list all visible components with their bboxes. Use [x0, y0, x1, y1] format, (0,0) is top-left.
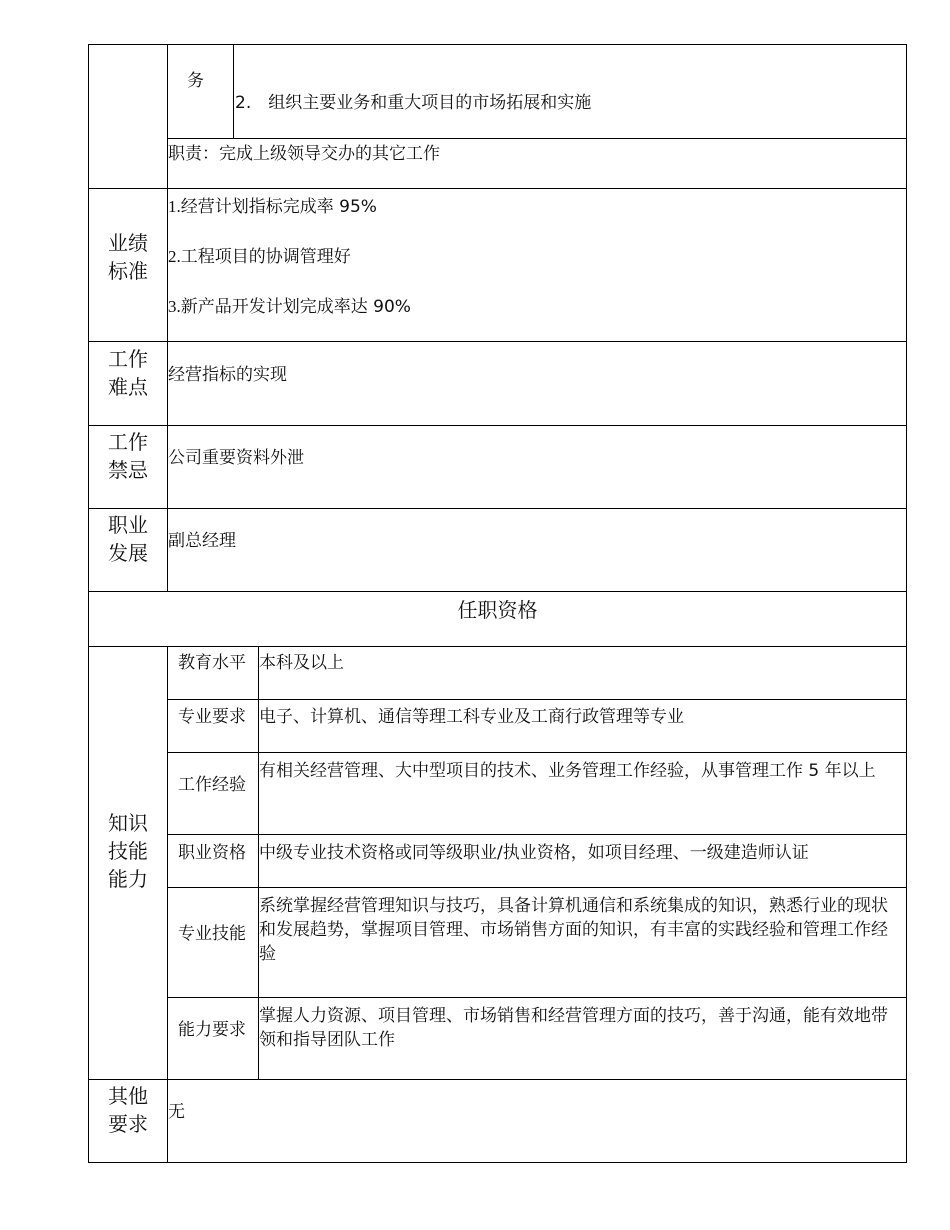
- qualification-title: 任职资格: [457, 598, 538, 622]
- grid-line: [88, 188, 907, 189]
- ksa-label: [89, 809, 167, 893]
- performance-item: [168, 196, 377, 218]
- qualification-row-value: 掌握人力资源、项目管理、市场销售和经营管理方面的技巧，善于沟通，能有效地带领和指导团队工作: [259, 1006, 888, 1050]
- ksa-label-line1: 知识: [108, 811, 148, 835]
- difficulty-label-line2: 难点: [108, 375, 148, 399]
- grid-line: [88, 341, 907, 342]
- grid-line: [167, 699, 907, 700]
- performance-item-text: 经营计划指标完成率 95%: [180, 197, 377, 217]
- career-value: 副总经理: [168, 531, 236, 551]
- grid-line: [167, 138, 907, 139]
- career-label-line2: 发展: [108, 541, 148, 565]
- grid-line: [88, 646, 907, 647]
- qualification-row-label: 教育水平: [178, 653, 246, 673]
- performance-item: [168, 246, 351, 268]
- performance-item-number: 3.: [168, 297, 181, 316]
- performance-label-line2: 标准: [108, 259, 148, 283]
- other-duty-text: 职责：完成上级领导交办的其它工作: [168, 144, 440, 164]
- grid-line: [88, 591, 907, 592]
- qualification-row-label: 职业资格: [178, 843, 246, 863]
- performance-item-text: 工程项目的协调管理好: [180, 247, 351, 267]
- ksa-label-line3: 能力: [108, 867, 148, 891]
- taboo-label-line2: 禁忌: [108, 458, 148, 482]
- other-label: [89, 1082, 167, 1138]
- grid-line: [906, 44, 907, 1163]
- other-label-line2: 要求: [108, 1112, 148, 1136]
- taboo-value: 公司重要资料外泄: [168, 448, 304, 468]
- task-label: 务: [187, 71, 204, 91]
- grid-line: [167, 752, 907, 753]
- other-label-line1: 其他: [108, 1084, 148, 1108]
- grid-line: [233, 44, 234, 139]
- grid-line: [88, 44, 907, 45]
- task-item-2: 2. 组织主要业务和重大项目的市场拓展和实施: [235, 93, 592, 113]
- qualification-row-label: 专业要求: [178, 707, 246, 727]
- performance-item-number: 1.: [168, 197, 181, 216]
- difficulty-label-line1: 工作: [108, 347, 148, 371]
- taboo-label-line1: 工作: [108, 430, 148, 454]
- grid-line: [88, 1079, 907, 1080]
- difficulty-label: [89, 345, 167, 401]
- ksa-label-line2: 技能: [108, 839, 148, 863]
- performance-label-line1: 业绩: [108, 231, 148, 255]
- grid-line: [88, 508, 907, 509]
- qualification-row-label: 能力要求: [178, 1020, 246, 1040]
- grid-line: [167, 834, 907, 835]
- performance-item: [168, 296, 411, 318]
- performance-item-text: 新产品开发计划完成率达 90%: [180, 297, 411, 317]
- grid-line: [88, 425, 907, 426]
- qualification-row-value: 中级专业技术资格或同等级职业/执业资格，如项目经理、一级建造师认证: [259, 843, 809, 863]
- taboo-label: [89, 428, 167, 484]
- qualification-row-value: 系统掌握经营管理知识与技巧，具备计算机通信和系统集成的知识，熟悉行业的现状和发展趋势，掌握项目管理、市场销售方面的知识，有丰富的实践经验和管理工作经验: [259, 896, 888, 964]
- grid-line: [167, 887, 907, 888]
- performance-label: [89, 229, 167, 285]
- other-value: 无: [168, 1102, 185, 1122]
- grid-line: [167, 997, 907, 998]
- qualification-row-value: 电子、计算机、通信等理工科专业及工商行政管理等专业: [259, 707, 684, 727]
- qualification-row-value: 有相关经营管理、大中型项目的技术、业务管理工作经验，从事管理工作 5 年以上: [259, 761, 876, 781]
- qualification-row-label: 专业技能: [178, 924, 246, 944]
- performance-item-number: 2.: [168, 247, 181, 266]
- career-label: [89, 511, 167, 567]
- qualification-row-value: 本科及以上: [259, 653, 344, 673]
- difficulty-value: 经营指标的实现: [168, 365, 287, 385]
- career-label-line1: 职业: [108, 513, 148, 537]
- grid-line: [88, 1162, 907, 1163]
- grid-line: [167, 44, 168, 592]
- qualification-row-label: 工作经验: [178, 775, 246, 795]
